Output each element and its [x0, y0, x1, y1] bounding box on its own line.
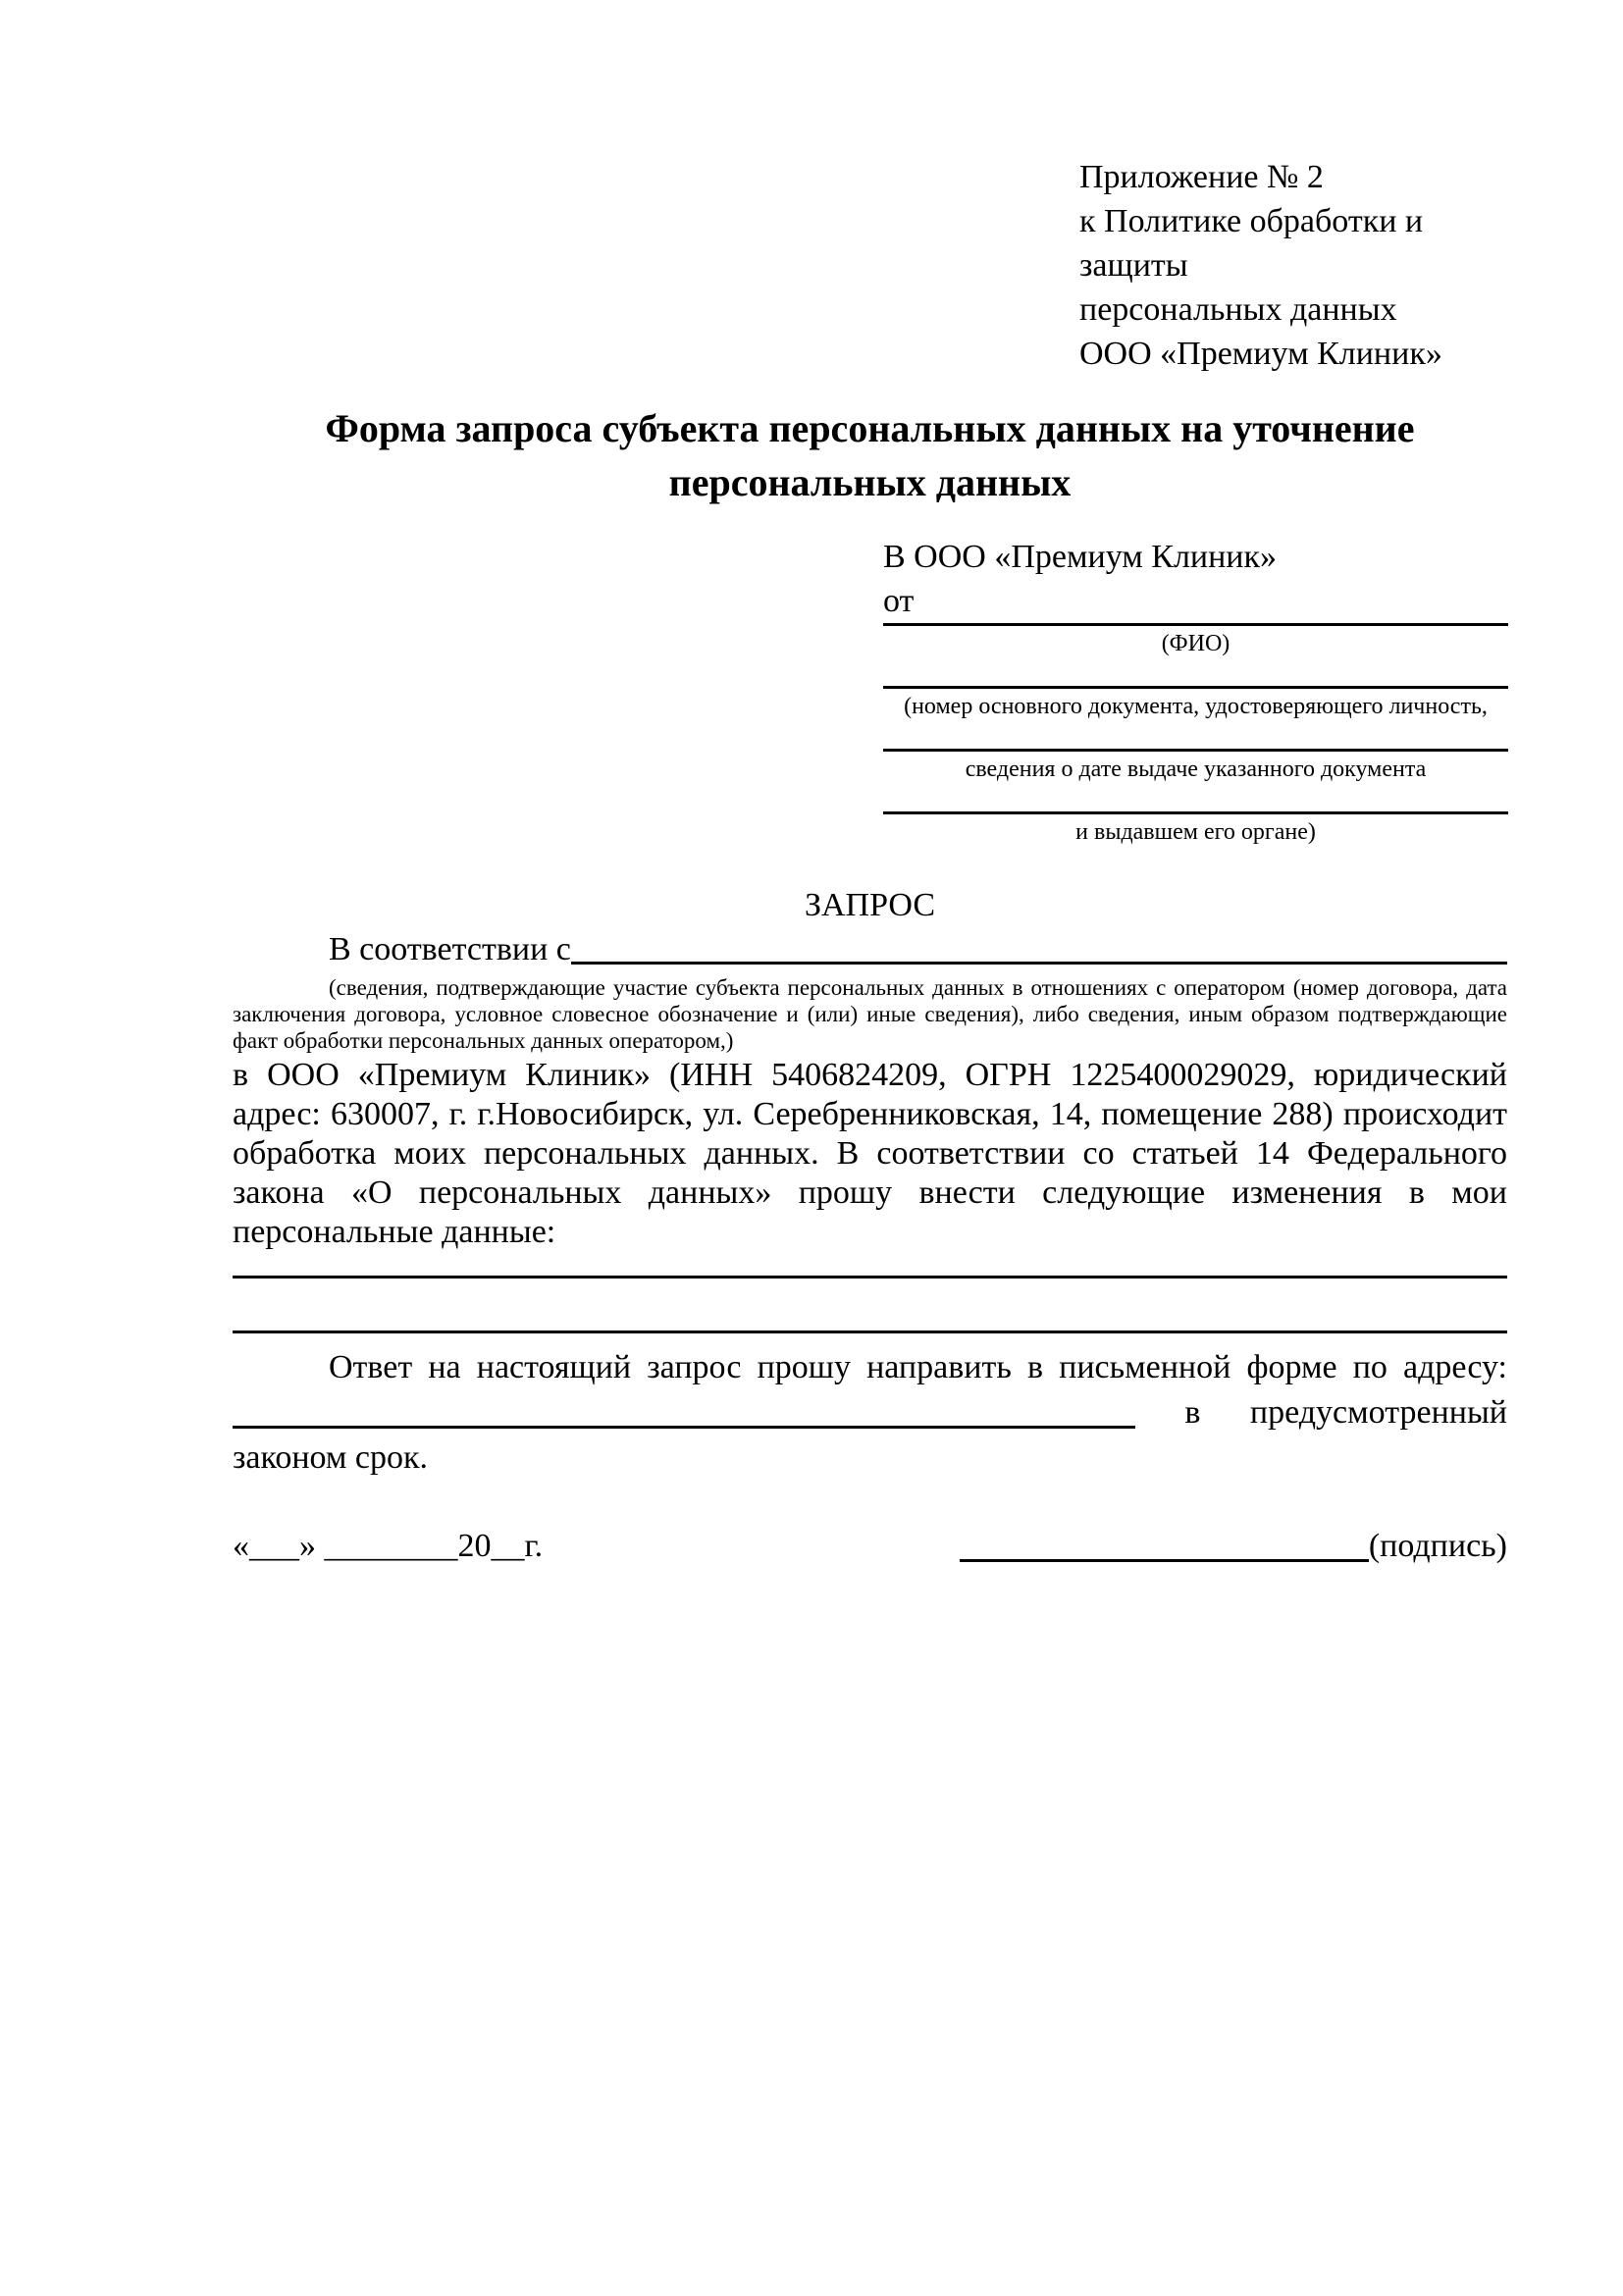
intro-blank-line [571, 962, 1507, 965]
answer-word-in: в [1184, 1394, 1201, 1431]
changes-blank-line-1 [233, 1276, 1507, 1278]
appendix-line: ООО «Премиум Клиник» [1079, 336, 1442, 372]
answer-word-prescribed: предусмотренный [1249, 1394, 1507, 1431]
addressee-to: В ООО «Премиум Клиник» [883, 539, 1278, 575]
issue-date-blank-line [883, 749, 1508, 752]
intro-row [233, 929, 1507, 970]
date-signature-row [233, 1524, 1507, 1569]
addressee-from-label: от [883, 583, 915, 619]
document-number-caption: (номер основного документа, удостоверяющего личность, [904, 694, 1488, 719]
date-blank: «___» ________20__г. [233, 1528, 544, 1564]
document-number-blank-line [883, 686, 1508, 689]
fio-caption: (ФИО) [1161, 631, 1230, 656]
issuing-authority-blank-line [883, 811, 1508, 814]
issue-date-caption: сведения о дате выдаче указанного документа [965, 757, 1427, 782]
answer-paragraph: Ответ на настоящий запрос прошу направить в письменной форме по адресу: [329, 1349, 1507, 1385]
page-title: Форма запроса субъекта персональных данных на уточнение персональных данных [325, 406, 1415, 504]
fio-blank-line [883, 623, 1508, 626]
signature-caption: (подпись) [1368, 1528, 1507, 1564]
issuing-authority-caption: и выдавшем его органе) [1075, 819, 1316, 845]
body-paragraph: в ООО «Премиум Клиник» (ИНН 5406824209, ОГРН 1225400029029, юридический адрес: 630007, г. г.Новосибирск, ул. Серебренниковская, 14, помещение 288) происходит обработка моих персональных данных. В соответствии со статьей 14 Федерального закона «О персональных данных» прошу внести следующие изменения в мои персональные данные: [233, 1057, 1507, 1250]
request-heading: ЗАПРОС [804, 887, 936, 923]
answer-closing: законом срок. [233, 1439, 428, 1476]
appendix-block [1079, 155, 1507, 376]
signature-line [960, 1559, 1369, 1562]
issuing-authority-field [883, 811, 1508, 847]
answer-address-row [233, 1390, 1507, 1435]
address-blank-line [233, 1426, 1135, 1429]
signature-area [960, 1524, 1507, 1569]
appendix-line: Приложение № 2 [1079, 159, 1324, 195]
addressee-block [883, 535, 1508, 847]
appendix-line: персональных данных [1079, 291, 1397, 328]
document-number-field [883, 686, 1508, 721]
fio-field [883, 623, 1508, 658]
changes-blank-line-2 [233, 1331, 1507, 1333]
issue-date-field [883, 749, 1508, 784]
intro-caption: (сведения, подтверждающие участие субъекта персональных данных в отношениях с оператором (номер договора, дата заключения договора, условное словесное обозначение и (или) иные сведения), либо сведения, иным образом подтверждающие факт обработки персональных данных оператором,) [233, 975, 1507, 1053]
appendix-line: к Политике обработки и защиты [1079, 203, 1424, 284]
intro-prefix: В соответствии с [329, 931, 571, 967]
